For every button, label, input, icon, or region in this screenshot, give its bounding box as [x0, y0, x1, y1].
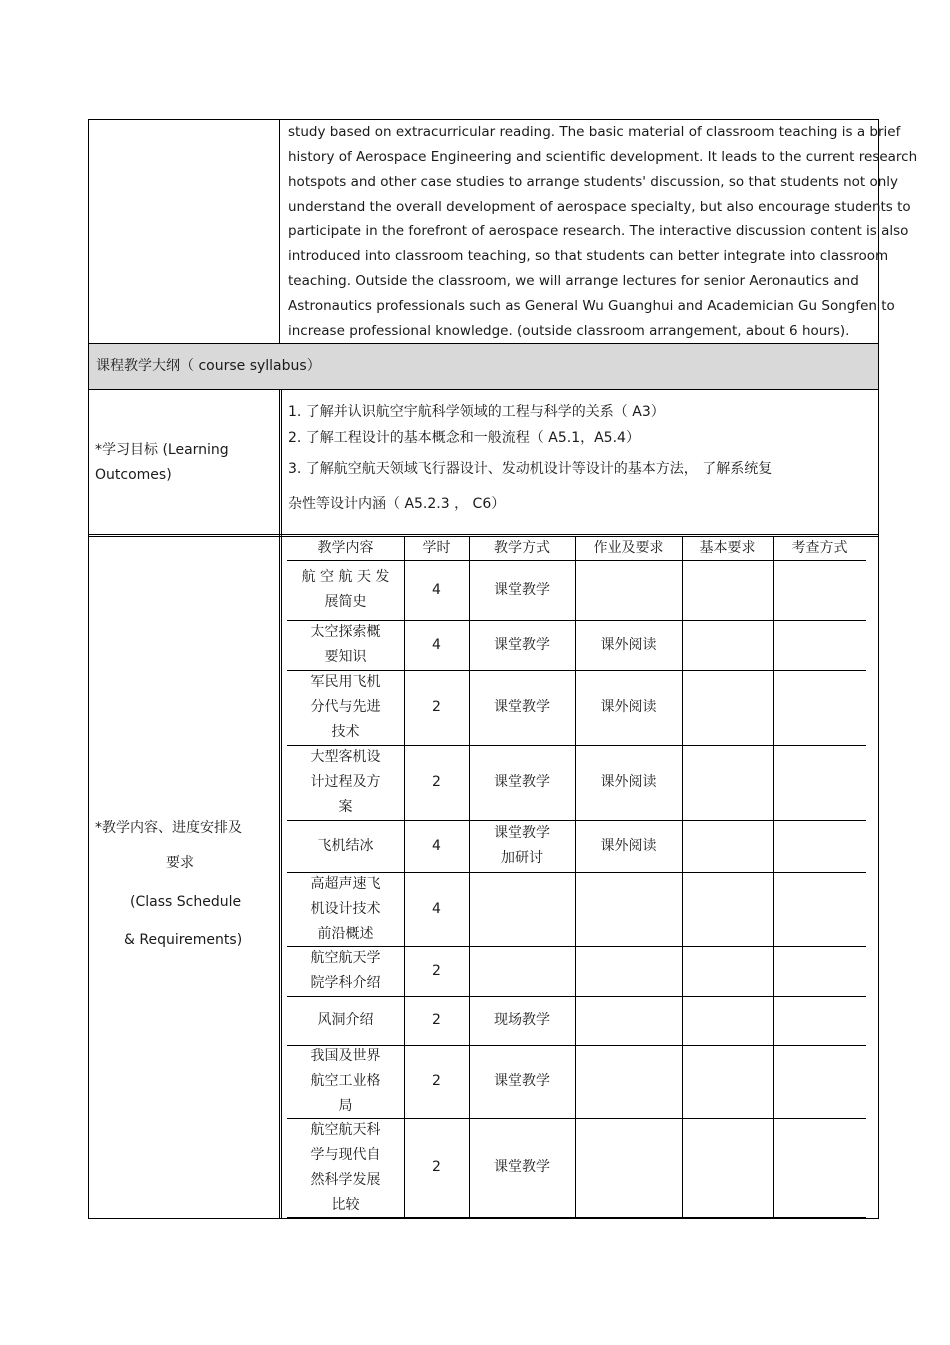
intro-line: participate in the forefront of aerospace research. The interactive discussion content is also: [288, 223, 909, 239]
header-method: 教学方式: [494, 539, 550, 556]
cell-basic: [682, 1118, 773, 1217]
header-homework: 作业及要求: [593, 539, 664, 556]
intro-line: increase professional knowledge. (outside classroom arrangement, about 6 hours).: [288, 323, 850, 339]
cell-basic: [682, 1045, 773, 1118]
cell-method-line: 课堂教学: [494, 1159, 550, 1175]
cell-hours: [404, 996, 469, 1045]
intro-line: hotspots and other case studies to arrange students' discussion, so that students not only: [288, 174, 899, 190]
learning-label-line1: *学习目标 (Learning: [95, 442, 229, 458]
cell-homework: [575, 996, 682, 1045]
cell-content-line: 风洞介绍: [317, 1012, 374, 1028]
cell-homework: [575, 1118, 682, 1217]
cell-content-line: 分代与先进: [310, 699, 381, 715]
cell-content-line: 航 空 航 天 发: [301, 569, 390, 585]
row-border: [88, 343, 879, 344]
cell-content: [287, 996, 404, 1045]
cell-basic: [682, 670, 773, 745]
learning-label: [95, 463, 172, 488]
cell-basic: [682, 996, 773, 1045]
cell-method-line: 现场教学: [494, 1012, 550, 1028]
header-assess: 考查方式: [791, 539, 848, 556]
cell-assess: [773, 560, 866, 620]
learning-label-line2: Outcomes): [95, 467, 172, 483]
cell-content-line: 计过程及方: [310, 774, 381, 790]
learning-item-3: 3. 了解航空航天领域飞行器设计、发动机设计等设计的基本方法， 了解系统复: [288, 461, 773, 477]
cell-basic: [682, 872, 773, 946]
cell-content-line: 展简史: [324, 594, 367, 610]
cell-content-line: 然科学发展: [310, 1171, 381, 1188]
cell-method-line: 课堂教学: [494, 636, 550, 653]
cell-method: [469, 946, 575, 996]
cell-method: [469, 745, 575, 820]
cell-hours: [404, 1118, 469, 1217]
intro-line: study based on extracurricular reading. The basic material of classroom teaching is a brief: [288, 124, 901, 140]
cell-assess: [773, 620, 866, 670]
cell-method-line: 加研讨: [501, 850, 543, 866]
cell-method: [469, 670, 575, 745]
cell-content: [287, 946, 404, 996]
cell-content-line: 技术: [331, 724, 360, 740]
cell-method-line: 课堂教学: [494, 825, 550, 841]
cell-assess: [773, 1118, 866, 1217]
table-row-border: [287, 1217, 866, 1218]
outer-border-bottom: [88, 1218, 879, 1219]
learning-label: [95, 438, 229, 463]
cell-content-line: 学与现代自: [310, 1146, 381, 1163]
cell-hours-line: 2: [432, 1012, 441, 1028]
cell-content-line: 前沿概述: [317, 925, 374, 942]
header-content: 教学内容: [317, 539, 374, 556]
cell-method: [469, 820, 575, 872]
cell-content-line: 要知识: [324, 649, 367, 665]
schedule-label-line: (Class Schedule: [130, 894, 242, 910]
cell-hours: [404, 560, 469, 620]
cell-homework-line: 课外阅读: [600, 837, 657, 854]
cell-method-line: 课堂教学: [494, 1073, 550, 1089]
cell-basic: [682, 560, 773, 620]
cell-homework-line: 课外阅读: [600, 636, 657, 653]
cell-content-line: 航空航天科: [310, 1121, 381, 1138]
cell-method: [469, 620, 575, 670]
cell-homework: [575, 670, 682, 745]
cell-basic: [682, 946, 773, 996]
syllabus-header: 课程教学大纲（ course syllabus）: [96, 358, 321, 374]
cell-hours-line: 2: [432, 1073, 441, 1089]
learning-item-1: 1. 了解并认识航空宇航科学领域的工程与科学的关系（ A3）: [288, 404, 665, 420]
cell-homework: [575, 1045, 682, 1118]
cell-method: [469, 1118, 575, 1217]
cell-assess: [773, 670, 866, 745]
cell-content-line: 太空探索概: [310, 624, 381, 640]
cell-hours: [404, 946, 469, 996]
cell-content: [287, 560, 404, 620]
cell-content-line: 机设计技术: [310, 900, 381, 917]
cell-homework: [575, 745, 682, 820]
intro-line: understand the overall development of aerospace specialty, but also encourage students to: [288, 199, 911, 215]
cell-homework: [575, 946, 682, 996]
schedule-label-line: 要求: [166, 855, 194, 871]
cell-assess: [773, 946, 866, 996]
cell-method: [469, 872, 575, 946]
column-divider: [279, 119, 280, 344]
cell-method: [469, 560, 575, 620]
cell-content: [287, 745, 404, 820]
cell-assess: [773, 820, 866, 872]
cell-assess: [773, 872, 866, 946]
cell-hours-line: 4: [432, 636, 441, 653]
intro-line: introduced into classroom teaching, so that students can better integrate into classroom: [288, 248, 889, 264]
cell-homework: [575, 560, 682, 620]
cell-hours: [404, 1045, 469, 1118]
column-divider: [281, 389, 282, 1218]
cell-hours-line: 4: [432, 581, 441, 598]
cell-content: [287, 872, 404, 946]
intro-line: Astronautics professionals such as General Wu Guanghui and Academician Gu Songfen to: [288, 298, 895, 314]
intro-line: teaching. Outside the classroom, we will arrange lectures for senior Aeronautics and: [288, 273, 859, 289]
cell-hours: [404, 670, 469, 745]
cell-assess: [773, 745, 866, 820]
column-divider: [279, 389, 280, 1218]
cell-content: [287, 1118, 404, 1217]
cell-content-line: 高超声速飞: [310, 875, 381, 892]
learning-item-2: 2. 了解工程设计的基本概念和一般流程（ A5.1，A5.4）: [288, 430, 640, 446]
outer-border-right: [878, 119, 879, 1219]
cell-content-line: 航空航天学: [310, 950, 381, 966]
cell-hours-line: 2: [432, 1159, 441, 1175]
cell-hours: [404, 745, 469, 820]
cell-assess: [773, 1045, 866, 1118]
cell-content: [287, 620, 404, 670]
cell-homework: [575, 620, 682, 670]
intro-line: history of Aerospace Engineering and scientific development. It leads to the current research: [288, 149, 918, 165]
cell-method: [469, 996, 575, 1045]
cell-basic: [682, 745, 773, 820]
cell-content-line: 比较: [331, 1196, 360, 1213]
cell-content: [287, 820, 404, 872]
cell-content-line: 航空工业格: [310, 1073, 381, 1089]
cell-method-line: 课堂教学: [494, 699, 550, 715]
learning-item-3-cont: 杂性等设计内涵（ A5.2.3 ， C6）: [288, 496, 506, 512]
cell-content-line: 飞机结冰: [317, 837, 374, 854]
row-border: [88, 534, 879, 535]
cell-basic: [682, 620, 773, 670]
cell-content-line: 局: [338, 1098, 353, 1114]
cell-method: [469, 1045, 575, 1118]
cell-basic: [682, 820, 773, 872]
cell-hours: [404, 872, 469, 946]
cell-homework: [575, 872, 682, 946]
cell-hours-line: 2: [432, 962, 441, 979]
cell-hours-line: 4: [432, 900, 441, 917]
cell-content-line: 军民用飞机: [310, 674, 381, 690]
header-hours: 学时: [422, 539, 451, 556]
cell-hours-line: 2: [432, 699, 441, 715]
row-border: [88, 389, 879, 390]
cell-content-line: 案: [338, 799, 353, 815]
cell-content-line: 我国及世界: [310, 1048, 381, 1064]
cell-content-line: 大型客机设: [310, 749, 381, 765]
cell-method-line: 课堂教学: [494, 581, 550, 598]
cell-hours: [404, 620, 469, 670]
cell-method-line: 课堂教学: [494, 774, 550, 790]
schedule-label-line: *教学内容、进度安排及: [95, 820, 242, 836]
cell-hours: [404, 820, 469, 872]
cell-homework-line: 课外阅读: [600, 699, 657, 715]
schedule-label-line: & Requirements): [124, 932, 243, 948]
cell-homework: [575, 820, 682, 872]
header-basic: 基本要求: [699, 539, 756, 556]
cell-content: [287, 1045, 404, 1118]
cell-hours-line: 2: [432, 774, 441, 790]
cell-hours-line: 4: [432, 837, 441, 854]
outer-border-left: [88, 119, 89, 1219]
cell-content: [287, 670, 404, 745]
cell-assess: [773, 996, 866, 1045]
cell-homework-line: 课外阅读: [600, 774, 657, 790]
cell-content-line: 院学科介绍: [310, 975, 381, 991]
